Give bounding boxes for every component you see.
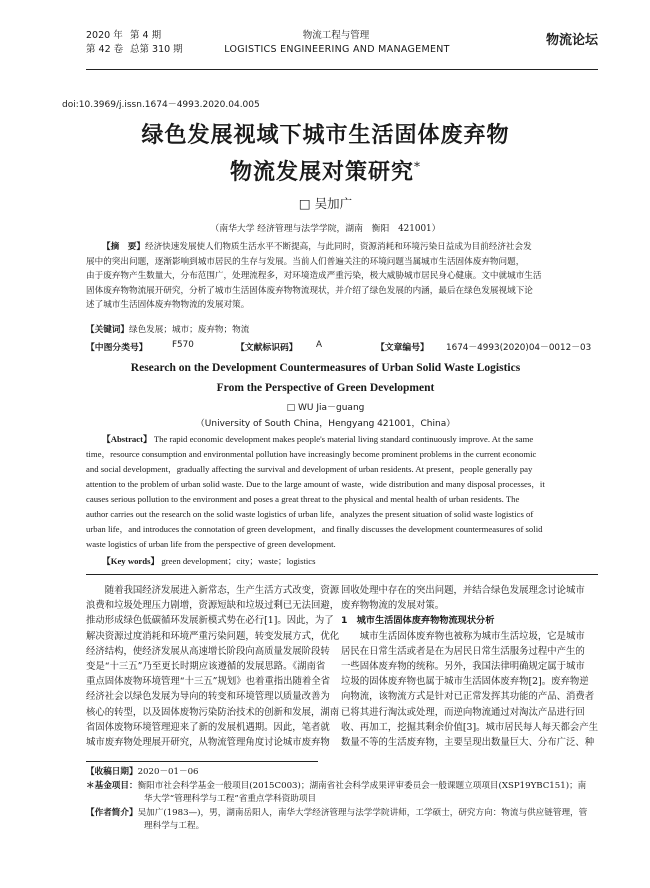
body-right-line: 向物流，该物流方式是针对已正常发挥其功能的产品、消费者 — [341, 691, 595, 703]
abstract-en-line-5: causes serious pollution to the environment and poses a great threat to the physical and mental health of urban residents. The — [86, 494, 520, 504]
keywords-en-text: green development；city；waste；logistics — [161, 556, 316, 566]
body-right-line: 数量不等的生活废弃物，主要呈现出数量巨大、分布广泛、种 — [341, 737, 595, 749]
abstract-en — [86, 432, 600, 552]
footnote-rule — [86, 761, 318, 762]
title-cn-line2 — [62, 155, 589, 186]
author-bio-label: 【作者简介】 — [86, 807, 138, 818]
keywords-cn-label: 【关键词】 — [86, 325, 129, 335]
abstract-cn-line-2: 展中的突出问题，逐渐影响到城市居民的生存与发展。当前人们普遍关注的环境问题当属城市生活固体废弃物问题， — [86, 256, 525, 267]
doc-code-value: A — [316, 340, 323, 350]
journal-header — [86, 30, 598, 70]
abstract-en-line-3: and social development，gradually affecting the survival and development of urban residents. At present，people generally pay — [86, 464, 533, 474]
clc-value: F570 — [172, 340, 194, 350]
body-right-line: 垃圾的固体废弃物也属于城市生活固体废弃物[2]。废弃物逆 — [341, 676, 589, 688]
body-right-line: 收、再加工，挖掘其剩余价值[3]。城市居民每人每天都会产生 — [341, 721, 599, 733]
abstract-en-line-6: author carries out the research on the solid waste logistics of urban life，analyzes the present situation of solid waste logistics of — [86, 509, 534, 519]
affiliation-en: （University of South China，Hengyang 421001，China） — [195, 419, 456, 429]
body-right-line: 回收处理中存在的突出问题，并结合绿色发展理念讨论城市 — [341, 585, 585, 596]
body-left-line: 经济结构，使经济发展从高速增长阶段向高质量发展阶段转 — [86, 645, 330, 657]
keywords-cn — [86, 323, 249, 338]
author-en: □ WU Jia－guang — [286, 403, 365, 413]
body-left-line: 推动形成绿色低碳循环发展新模式势在必行[1]。因此，为了 — [86, 615, 334, 627]
received-value: 2020－01－06 — [137, 767, 199, 777]
classification-row — [86, 340, 600, 354]
abstract-cn-line-4: 固体废弃物物流展开研究，分析了城市生活固体废弃物物流现状，并介绍了绿色发展的内涵，最后在绿色发展视域下论 — [86, 285, 533, 296]
issue-number: 第 4 期 — [130, 30, 162, 41]
doi: doi:10.3969/j.issn.1674－4993.2020.04.005 — [62, 100, 260, 110]
volume-number: 第 42 卷 — [86, 44, 124, 55]
journal-name-en: LOGISTICS ENGINEERING AND MANAGEMENT — [224, 44, 450, 55]
abstract-cn-line-1: 【摘 要】 经济快速发展使人们物质生活水平不断提高，与此同时，资源消耗和环境污染日益成为目前经济社会发 — [86, 240, 600, 255]
received-label: 【收稿日期】 — [86, 767, 138, 777]
column-name: 物流论坛 — [545, 33, 598, 48]
body-left-line: 核心的转型，以及固体废物污染防治技术的创新和发展，湖南 — [86, 706, 340, 718]
abstract-en-line-2: time，resource consumption and environmental pollution have increasingly become prominent problems in the current economic — [86, 449, 537, 459]
abstract-cn-label: 【摘 要】 — [102, 242, 145, 252]
body-right-line: 废弃物物流的发展对策。 — [341, 600, 445, 612]
affiliation-cn: （南华大学 经济管理与法学学院，湖南 衡阳 421001） — [210, 224, 441, 234]
fund-line-1: ＊基金项目：衡阳市社会科学基金一般项目(2015C003)；湖南省社会科学成果评审委员会一般课题立项项目(XSP19YBC151)；南 — [86, 780, 587, 791]
body-right-line: 已将其进行淘汰或处理，而逆向物流通过对淘汰产品进行回 — [341, 706, 585, 718]
abstract-en-line-4: attention to the problem of urban solid waste. Due to the large amount of waste，wide distribution and many disposal processes，it — [86, 479, 545, 489]
issue-year: 2020 年 — [86, 30, 123, 41]
body-right-line: 一些固体废弃物的统称。另外，我国法律明确规定属于城市 — [341, 661, 585, 673]
abstract-cn-line-3: 由于废弃物产生数量大，分布范围广，处理流程多，对环境造成严重污染，极大威胁城市居民身心健康。文中就城市生活 — [86, 271, 542, 281]
abstract-cn-line-5: 述了城市生活固体废弃物物流的发展对策。 — [86, 300, 250, 310]
body-left-line: 城市废弃物处理展开研究，从物流管理角度讨论城市废弃物 — [86, 737, 330, 749]
author-bio-line-2: 理科学与工程。 — [144, 821, 205, 831]
title-en-line2: From the Perspective of Green Development — [216, 382, 435, 394]
body-left-line: 经济社会以绿色发展为导向的转变和环境管理以质量改善为 — [86, 691, 330, 703]
footnotes — [86, 766, 600, 834]
article-number-value: 1674－4993(2020)04－0012－03 — [446, 343, 592, 353]
keywords-cn-text: 绿色发展；城市；废弃物；物流 — [128, 325, 250, 335]
abstract-en-line-8: waste logistics of urban life from the perspective of green development. — [86, 539, 336, 549]
title-footnote-mark: * — [414, 159, 421, 174]
body-left-column — [86, 583, 338, 750]
doc-code-label: 【文献标识码】 — [236, 343, 298, 353]
body-left-line: 浪费和垃圾处理压力剧增，资源短缺和垃圾过剩已无法回避， — [86, 600, 340, 612]
abstract-en-line-1: 【Abstract】 The rapid economic development makes people's material living standard continuously improve. At the same — [86, 432, 600, 447]
abstract-rule — [86, 574, 598, 575]
body-left-line: 重点固体废物环境管理“十三五”规划》也着重指出随着全省 — [86, 676, 330, 688]
body-left-line: 省固体废物环境管理迎来了新的发展机遇期。因此，笔者就 — [86, 721, 330, 733]
abstract-en-label: 【Abstract】 — [102, 434, 152, 444]
keywords-en-label: 【Key words】 — [102, 556, 160, 566]
body-right-line: 城市生活固体废弃物也被称为城市生活垃圾，它是城市 — [341, 630, 585, 642]
author-cn: □ 吴加广 — [298, 196, 353, 211]
received-date — [86, 766, 600, 780]
total-issue: 总第 310 期 — [130, 44, 183, 55]
body-right-column — [341, 583, 599, 750]
body-left-line: 随着我国经济发展进入新常态，生产生活方式改变，资源 — [86, 585, 340, 596]
keywords-en — [86, 554, 316, 569]
abstract-en-line-7: urban life，and introduces the connotation of green development，and finally discusses the development countermeasures of solid — [86, 524, 543, 534]
title-cn-line1: 绿色发展视域下城市生活固体废弃物 — [141, 122, 510, 148]
clc-label: 【中图分类号】 — [86, 343, 148, 353]
section-heading: 1 城市生活固体废弃物物流现状分析 — [341, 615, 495, 627]
body-left-line: 变是“十三五”乃至更长时期应该遵循的发展思路。《湖南省 — [86, 661, 326, 673]
fund-label: ＊基金项目： — [86, 780, 138, 791]
fund-line-2: 华大学“管理科学与工程”省重点学科资助项目 — [144, 794, 317, 804]
title-en-line1: Research on the Development Countermeasures of Urban Solid Waste Logistics — [130, 362, 521, 374]
journal-name-cn: 物流工程与管理 — [302, 30, 370, 41]
article-number-label: 【文章编号】 — [376, 343, 429, 353]
title-cn-line2-text: 物流发展对策研究 — [229, 159, 414, 185]
body-left-line: 解决资源过度消耗和环境严重污染问题，转变发展方式，优化 — [86, 630, 340, 642]
author-bio-line-1: 【作者简介】吴加广(1983—)，男，湖南岳阳人，南华大学经济管理与法学学院讲师，工学硕士，研究方向：物流与供应链管理，管 — [86, 807, 588, 818]
body-right-line: 居民在日常生活或者是在为居民日常生活服务过程中产生的 — [341, 645, 585, 657]
header-rule — [86, 69, 598, 70]
abstract-cn — [86, 240, 600, 313]
